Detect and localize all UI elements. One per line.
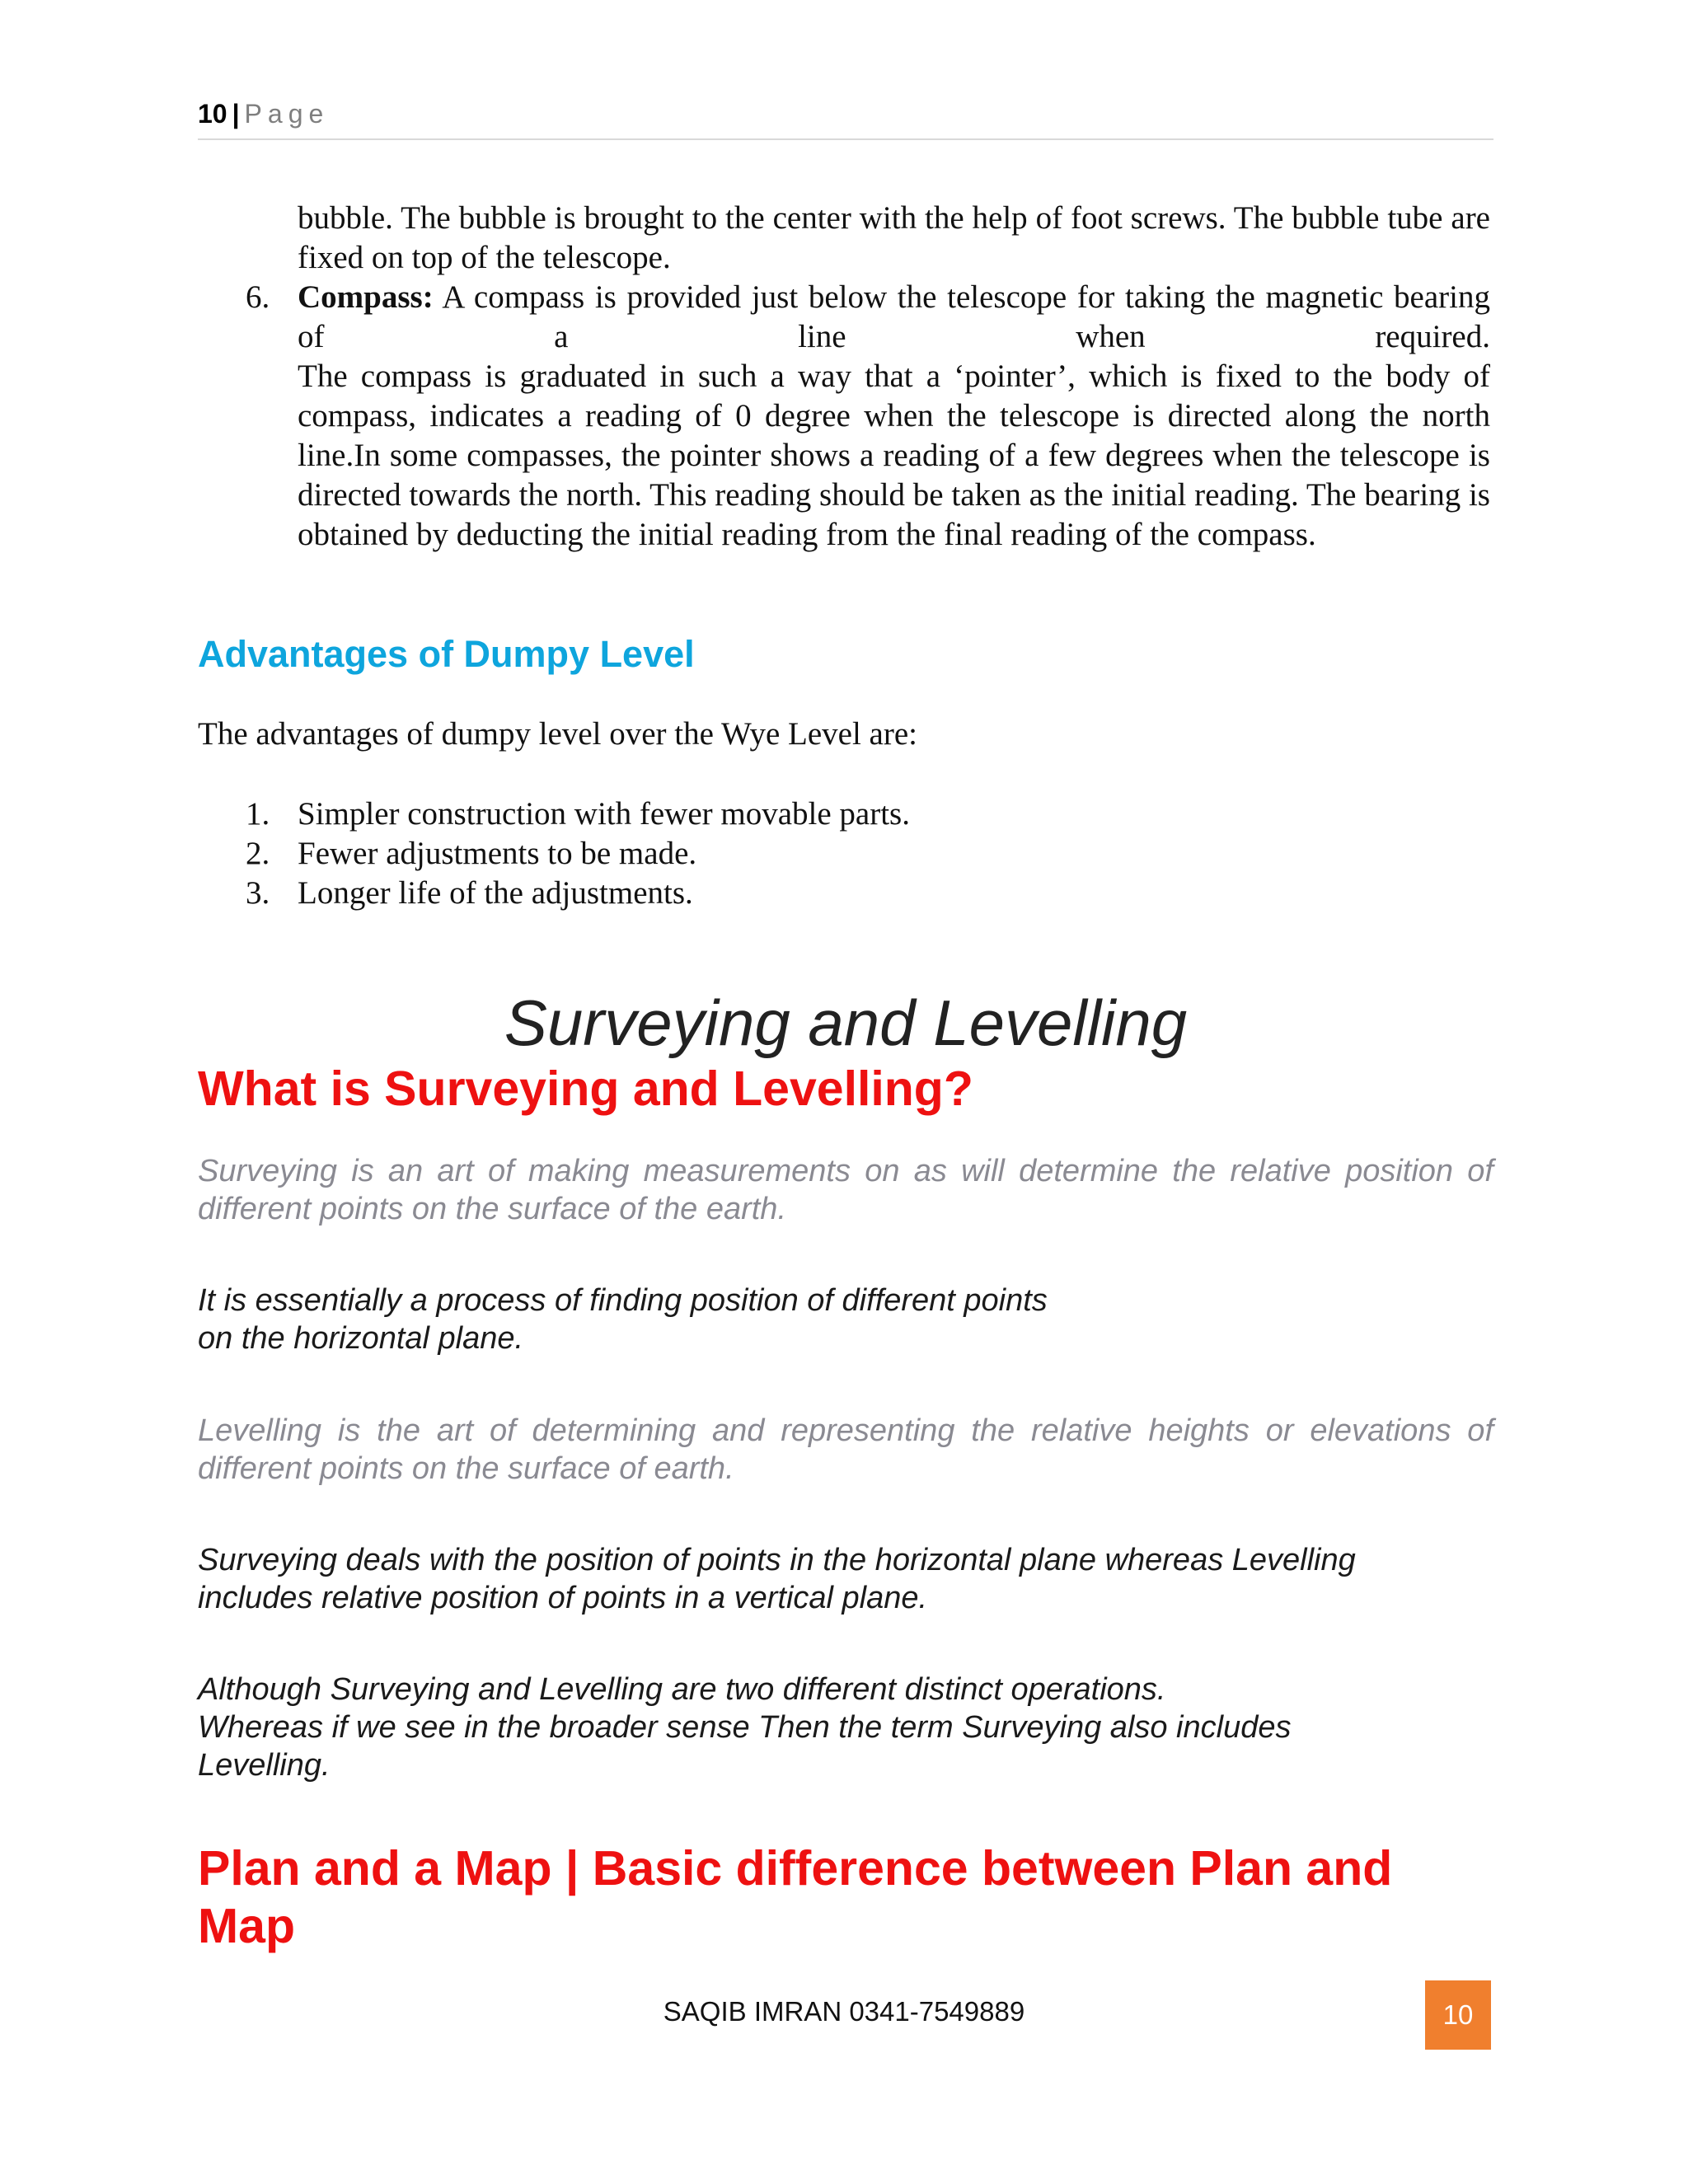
advantages-intro: The advantages of dumpy level over the Wye Level are: bbox=[198, 716, 917, 752]
paragraph-line: Levelling. bbox=[198, 1748, 331, 1783]
paragraph-line: Whereas if we see in the broader sense Then the term Surveying also includes bbox=[198, 1710, 1292, 1745]
list-number: 2. bbox=[246, 836, 270, 871]
paragraph-surveying-definition: Surveying is an art of making measurements on as will determine the relative position of different points on the surface of the earth. bbox=[198, 1154, 1493, 1226]
paragraph-horizontal-plane bbox=[198, 1282, 1493, 1357]
paragraph-distinct-operations bbox=[198, 1671, 1493, 1784]
advantages-heading: Advantages of Dumpy Level bbox=[198, 633, 695, 675]
continuation-paragraph: bubble. The bubble is brought to the center with the help of foot screws. The bubble tube are fixed on top of the telescope. bbox=[298, 200, 1490, 275]
section-title: Surveying and Levelling bbox=[504, 987, 1188, 1059]
header-page-word: Page bbox=[244, 99, 330, 129]
plan-map-heading: Plan and a Map | Basic difference between Plan and Map bbox=[198, 1841, 1393, 1953]
compass-description: The compass is graduated in such a way that a ‘pointer’, which is fixed to the body of compass, indicates a reading of 0 degree when the telescope is directed along the north line.In some compasses, the pointer shows a reading of a few degrees when the telescope is directed towards the north. This reading should be taken as the initial reading. The bearing is obtained by deducting the initial reading from the final reading of the compass. bbox=[298, 359, 1490, 552]
header-separator: | bbox=[232, 99, 240, 129]
paragraph-line: includes relative position of points in a vertical plane. bbox=[198, 1581, 928, 1615]
page-header bbox=[198, 99, 1493, 140]
paragraph-line: Although Surveying and Levelling are two different distinct operations. bbox=[198, 1672, 1166, 1707]
list-item bbox=[246, 794, 1235, 834]
list-item bbox=[246, 834, 1235, 874]
list-number: 6. bbox=[246, 279, 270, 315]
list-text: Longer life of the adjustments. bbox=[298, 875, 693, 911]
paragraph-vertical-plane bbox=[198, 1541, 1493, 1617]
advantages-list bbox=[246, 794, 1235, 913]
list-text: Simpler construction with fewer movable parts. bbox=[298, 796, 910, 832]
list-item-body bbox=[298, 278, 1490, 555]
paragraph-line: Surveying deals with the position of points in the horizontal plane whereas Levelling bbox=[198, 1543, 1356, 1577]
header-page-number: 10 bbox=[198, 99, 227, 129]
paragraph-levelling-definition: Levelling is the art of determining and representing the relative heights or elevations of different points on the surface of earth. bbox=[198, 1413, 1493, 1486]
paragraph-line: on the horizontal plane. bbox=[198, 1321, 524, 1356]
footer-author: SAQIB IMRAN 0341-7549889 bbox=[663, 1996, 1025, 2027]
compass-first-line bbox=[298, 278, 1490, 357]
list-number: 1. bbox=[246, 796, 270, 832]
list-text: Fewer adjustments to be made. bbox=[298, 836, 697, 871]
paragraph-line: It is essentially a process of finding position of different points bbox=[198, 1283, 1048, 1318]
section-subheading: What is Surveying and Levelling? bbox=[198, 1062, 973, 1116]
list-item bbox=[246, 874, 1235, 913]
footer-page-number-box: 10 bbox=[1425, 1980, 1491, 2050]
compass-term: Compass: bbox=[298, 279, 434, 315]
list-number: 3. bbox=[246, 875, 270, 911]
compass-line1: A compass is provided just below the telescope for taking the magnetic bearing of a line when required. bbox=[298, 279, 1490, 354]
